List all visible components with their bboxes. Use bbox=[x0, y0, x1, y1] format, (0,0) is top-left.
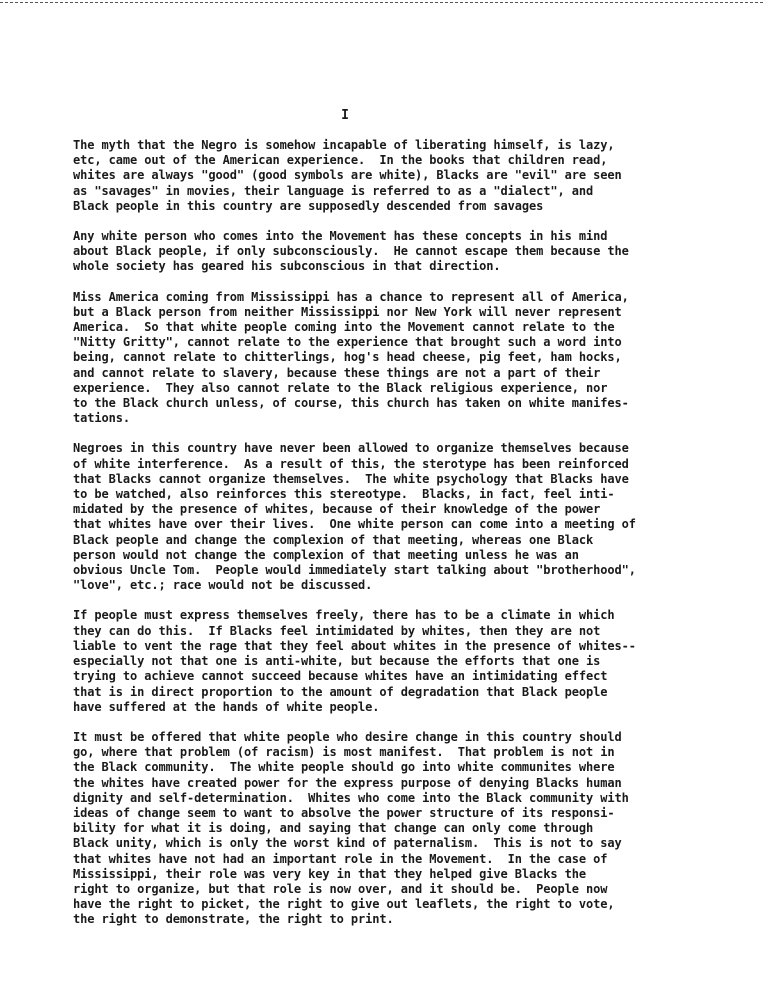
paragraph-4: Negroes in this country have never been allowed to organize themselves because of white interference. As a result of this, the sterotype has been reinforced that Blacks cannot organize themselves. The white psychology that Blacks have to be watched, also reinforces this stereotype. Blacks, in fact, feel inti- midated by the presence of whites, because of their knowledge of the power that whites have over their lives. One white person can come into a meeting of Black people and change the complexion of that meeting, whereas one Black person would not change the complexion of that meeting unless he was an obvious Uncle Tom. People would immediately start talking about "brotherhood", "love", etc.; race would not be discussed. bbox=[73, 441, 636, 593]
paragraph-2: Any white person who comes into the Movement has these concepts in his mind about Black people, if only subconsciously. He cannot escape them because the whole society has geared his subconscious in that direction. bbox=[73, 229, 629, 274]
document-body bbox=[73, 138, 673, 943]
page-number: I bbox=[341, 108, 349, 123]
page-top-border bbox=[0, 2, 763, 3]
paragraph-6: It must be offered that white people who desire change in this country should go, where that problem (of racism) is most manifest. That problem is not in the Black community. The white people should go into white communites where the whites have created power for the express purpose of denying Blacks human dignity and self-determination. Whites who come into the Black community with ideas of change seem to want to absolve the power structure of its responsi- bility for what it is doing, and saying that change can only come through Black unity, which is only the worst kind of paternalism. This is not to say that whites have not had an important role in the Movement. In the case of Mississippi, their role was very key in that they helped give Blacks the right to organize, but that role is now over, and it should be. People now have the right to picket, the right to give out leaflets, the right to vote, the right to demonstrate, the right to print. bbox=[73, 729, 629, 927]
paragraph-3: Miss America coming from Mississippi has a chance to represent all of America, but a Black person from neither Mississippi nor New York will never represent America. So that white people coming into the Movement cannot relate to the "Nitty Gritty", cannot relate to the experience that brought such a word into being, cannot relate to chitterlings, hog's head cheese, pig feet, ham hocks, and cannot relate to slavery, because these things are not a part of their experience. They also cannot relate to the Black religious experience, nor to the Black church unless, of course, this church has taken on white manifes- tations. bbox=[73, 289, 629, 426]
paragraph-1: The myth that the Negro is somehow incapable of liberating himself, is lazy, etc, came out of the American experience. In the books that children read, whites are always "good" (good symbols are white), Blacks are "evil" are seen as "savages" in movies, their language is referred to as a "dialect", and Black people in this country are supposedly descended from savages bbox=[73, 138, 622, 213]
paragraph-5: If people must express themselves freely, there has to be a climate in which they can do this. If Blacks feel intimidated by whites, then they are not liable to vent the rage that they feel about whites in the presence of whites-- especially not that one is anti-white, but because the efforts that one is trying to achieve cannot succeed because whites have an intimidating effect that is in direct proportion to the amount of degradation that Black people have suffered at the hands of white people. bbox=[73, 608, 636, 714]
